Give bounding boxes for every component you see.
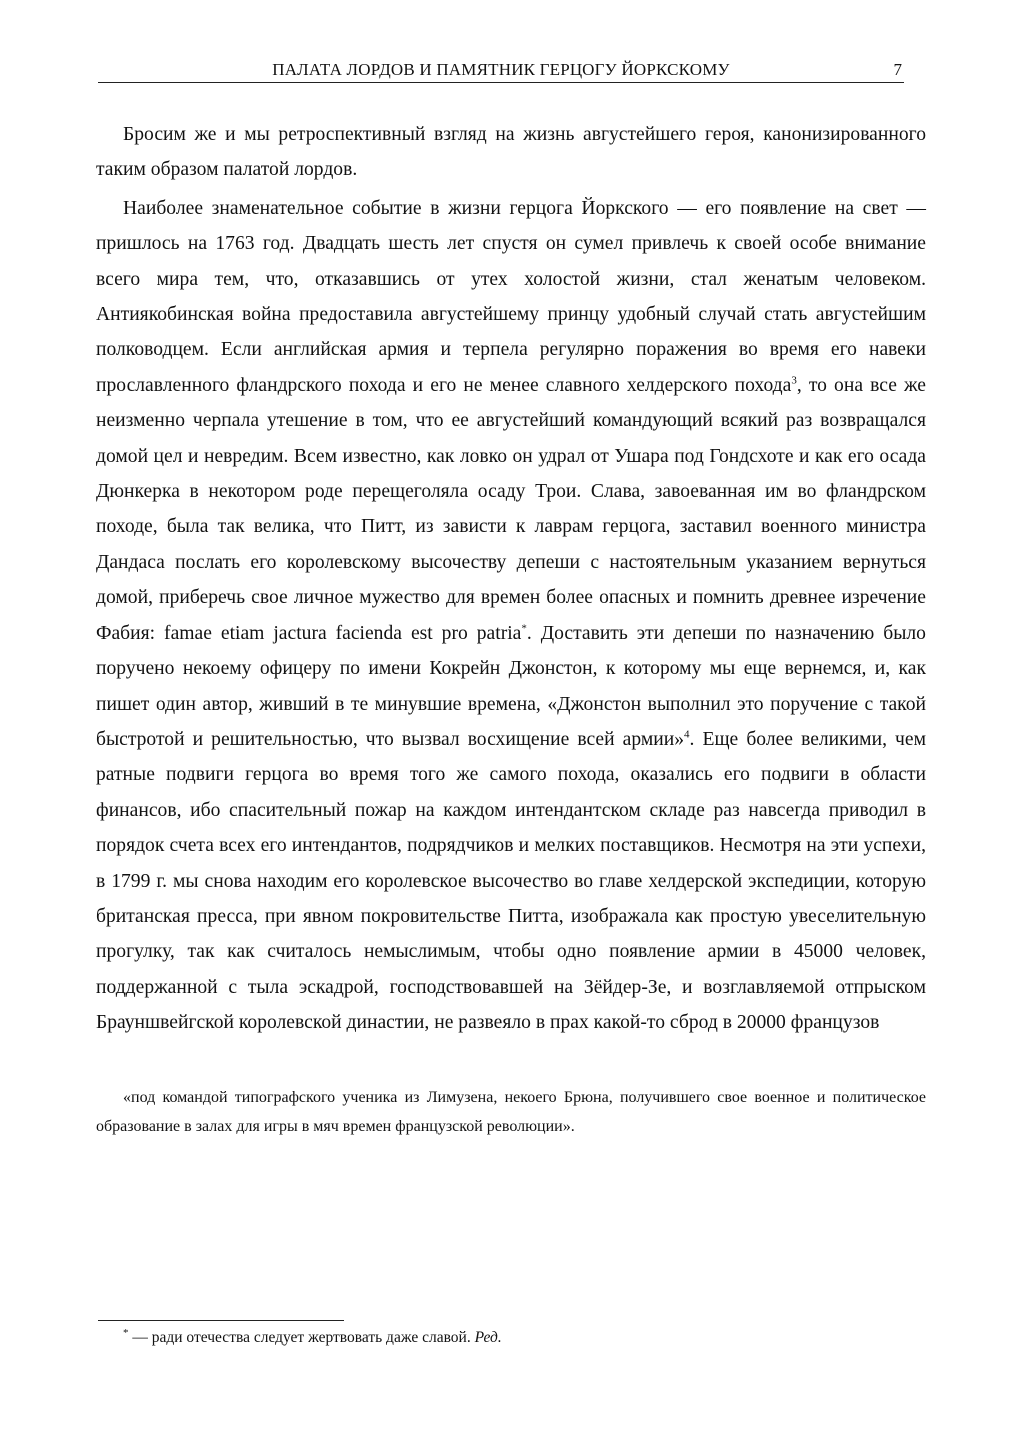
page-number: 7 [893, 60, 902, 79]
paragraph-2-part-c: . Доставить эти депеши по назначению было поручено некоему офицеру по имени Кокрейн Джонстон, к которому мы еще вернемся, и, как пишет один автор, живший в те минувшие времена, «Джонстон выполнил это поручение с такой быстротой и решительностью, что вызвал восхищение всей армии» [96, 622, 926, 750]
footnote [123, 1327, 502, 1349]
running-header [98, 58, 904, 83]
block-quote [96, 1083, 926, 1141]
paragraph-2-part-b: , то она все же неизменно черпала утешение в том, что ее августейший командующий всякий раз возвращался домой цел и невредим. Всем известно, как ловко он удрал от Ушара под Гондсхоте и как его осада Дюнкерка в некотором роде перещеголяла осаду Трои. Слава, завоеванная им во фландрском походе, была так велика, что Питт, из зависти к лаврам герцога, заставил военного министра Дандаса послать его королевскому высочеству депеши с настоятельным указанием вернуться домой, приберечь свое личное мужество для времен более опасных и помнить древнее изречение Фабия: famae etiam jactura facienda est pro patria [96, 374, 926, 644]
paragraph-2 [96, 191, 926, 1041]
paragraph-1: Бросим же и мы ретроспективный взгляд на жизнь августейшего героя, канонизированного таким образом палатой лордов. [96, 124, 926, 181]
paragraph-2-part-a: Наиболее знаменательное событие в жизни герцога Йоркского — его появление на свет — пришлось на 1763 год. Двадцать шесть лет спустя он сумел привлечь к своей особе внимание всего мира тем, что, отказавшись от утех холостой жизни, стал женатым человеком. Антиякобинская война предоставила августейшему принцу удобный случай стать августейшим полководцем. Если английская армия и терпела регулярно поражения во время его навеки прославленного фландрского похода и его не менее славного хелдерского похода [96, 197, 926, 396]
footnote-ref-4: 4 [684, 728, 690, 741]
paragraph-2-part-d: . Еще более великими, чем ратные подвиги герцога во время того же самого похода, оказались его подвиги в области финансов, ибо спасительный пожар на каждом интендантском складе раз навсегда приводил в порядок счета всех его интендантов, подрядчиков и мелких поставщиков. Несмотря на эти успехи, в 1799 г. мы снова находим его королевское высочество во главе хелдерской экспедиции, которую британская пресса, при явном покровительстве Питта, изображала как простую увеселительную прогулку, так как считалось немыслимым, чтобы одно появление армии в 45000 человек, поддержанной с тыла эскадрой, господствовавшей на Зёйдер-Зе, и возглавляемой отпрыском Брауншвейгской королевской династии, не развеяло в прах какой-то сброд в 20000 французов [96, 728, 926, 1034]
footnote-ref-star: * [521, 622, 527, 635]
quote-text: «под командой типографского ученика из Лимузена, некоего Брюна, получившего свое военное и политическое образование в залах для игры в мяч времен французской революции». [96, 1089, 926, 1135]
footnote-marker: * [123, 1326, 129, 1339]
footnote-separator [98, 1320, 344, 1321]
footnote-text: — ради отечества следует жертвовать даже славой. [128, 1329, 475, 1346]
main-text [96, 117, 926, 1041]
footnote-editor-mark: Ред. [474, 1329, 502, 1346]
footnote-ref-3: 3 [791, 374, 797, 387]
running-title: ПАЛАТА ЛОРДОВ И ПАМЯТНИК ГЕРЦОГУ ЙОРКСКОМУ [272, 60, 730, 79]
